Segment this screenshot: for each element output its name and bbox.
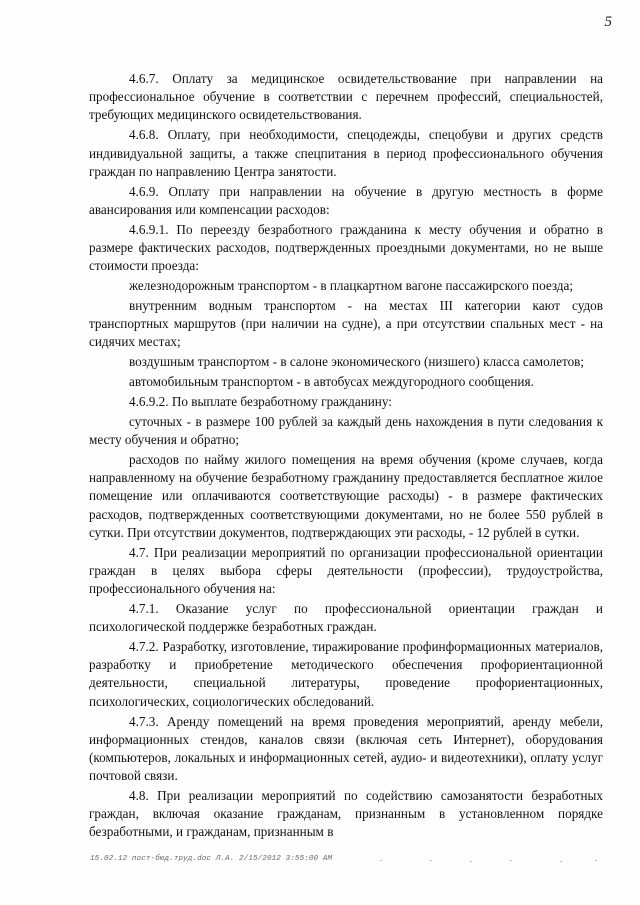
paragraph-water-transport: внутренним водным транспортом - на местах III категории кают судов транспортных маршрутов (при наличии на судне), а при отсутствии спальных мест - на сидячих местах;: [89, 297, 603, 350]
paragraph-4-6-9-2: 4.6.9.2. По выплате безработному гражданину:: [129, 393, 392, 409]
page-number: 5: [604, 14, 612, 30]
scan-speck: [595, 860, 597, 861]
file-footer: 15.02.12 пост-бюд.труд.doc Л.А. 2/15/2012 3:55:00 AM: [90, 855, 333, 863]
paragraph-4-6-8: 4.6.8. Оплату, при необходимости, спецодежды, спецобуви и других средств индивидуальной защиты, а также спецпитания в период профессионального обучения граждан по направлению Центра занятости.: [89, 127, 603, 179]
scan-speck: [560, 861, 562, 862]
paragraph-daily-allowance: суточных - в размере 100 рублей за каждый день нахождения в пути следования к месту обучения и обратно;: [89, 413, 603, 448]
paragraph-4-6-9: 4.6.9. Оплату при направлении на обучение в другую местность в форме авансирования или компенсации расходов:: [89, 183, 603, 217]
paragraph-4-7-2: 4.7.2. Разработку, изготовление, тиражирование профинформационных материалов, разработку и приобретение методического обеспечения профориентационной деятельности, специальной литературы, проведение профориентационных, психологических, социологических обследований.: [89, 639, 603, 709]
paragraph-4-6-7: 4.6.7. Оплату за медицинское освидетельствование при направлении на профессиональное обучение в соответствии с перечнем профессий, специальностей, требующих медицинского освидетельствования.: [89, 71, 603, 123]
paragraph-4-6-9-1: 4.6.9.1. По переезду безработного гражданина к месту обучения и обратно в размере фактических расходов, подтвержденных проездными документами, но не выше стоимости проезда:: [89, 221, 603, 274]
scan-speck: [470, 861, 472, 862]
paragraph-4-7-1: 4.7.1. Оказание услуг по профессиональной ориентации граждан и психологической поддержке безработных граждан.: [89, 600, 603, 635]
paragraph-air-transport: воздушным транспортом - в салоне экономического (низшего) класса самолетов;: [129, 354, 585, 370]
paragraph-housing-expenses: расходов по найму жилого помещения на время обучения (кроме случаев, когда направленному на обучение безработному гражданину предоставляется бесплатное жилое помещение или оплачиваются соответствующие расходы) - в размере фактических расходов, подтвержденных соответствующими документами, но не более 550 рублей в сутки. При отсутствии документов, подтверждающих эти расходы, - 12 рублей в сутки.: [89, 451, 603, 540]
document-body: [89, 70, 603, 843]
paragraph-road-transport: автомобильным транспортом - в автобусах междугородного сообщения.: [129, 374, 534, 390]
paragraph-4-8: 4.8. При реализации мероприятий по содействию самозанятости безработных граждан, включая оказание гражданам, признанным в установленном порядке безработными, и гражданам, признанным в: [89, 788, 603, 840]
paragraph-rail-transport: железнодорожным транспортом - в плацкартном вагоне пассажирского поезда;: [129, 277, 574, 293]
paragraph-4-7: 4.7. При реализации мероприятий по организации профессиональной ориентации граждан в целях выбора сферы деятельности (профессии), трудоустройства, профессионального обучения на:: [89, 544, 603, 597]
scan-speck: [510, 860, 512, 861]
scan-speck: [380, 860, 382, 861]
scan-speck: [430, 860, 432, 861]
paragraph-4-7-3: 4.7.3. Аренду помещений на время проведения мероприятий, аренду мебели, информационных стендов, каналов связи (включая сеть Интернет), оборудования (компьютеров, локальных и информационных сетей, аудио- и видеотехники), оплату услуг почтовой связи.: [89, 713, 603, 784]
